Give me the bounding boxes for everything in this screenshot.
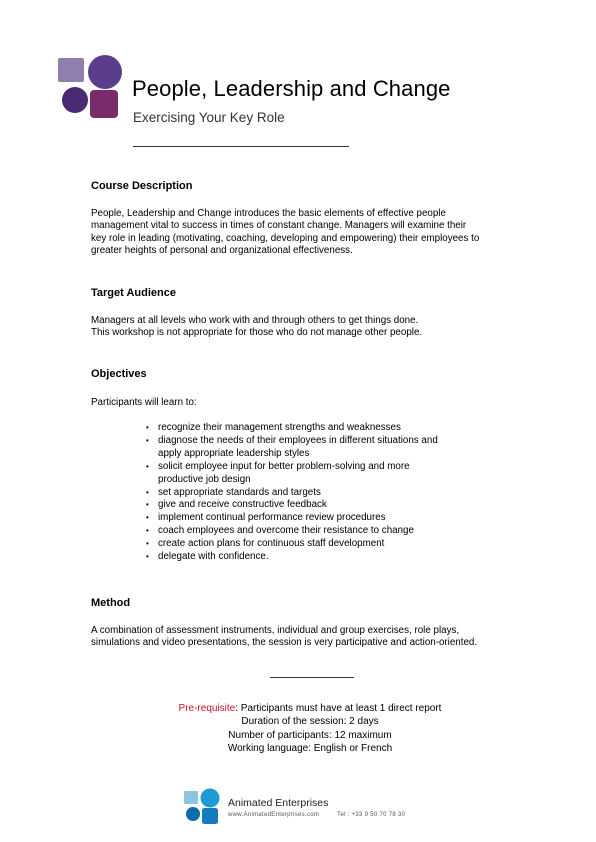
list-item <box>146 525 438 538</box>
page-subtitle: Exercising Your Key Role <box>133 110 285 125</box>
language-line: Working language: English or French <box>227 743 393 755</box>
logo-circle-small <box>62 87 88 113</box>
logo-square-light <box>58 58 84 82</box>
objectives-list <box>146 422 438 564</box>
course-description-heading: Course Description <box>91 180 193 192</box>
list-item-text: • diagnose the needs of their employees in different situations and <box>158 434 438 446</box>
list-item-text: • set appropriate standards and targets <box>158 486 321 498</box>
title-divider <box>133 146 349 147</box>
list-item-text: • recognize their management strengths and weaknesses <box>158 422 401 433</box>
list-item <box>146 551 438 564</box>
text-line: A combination of assessment instruments, individual and group exercises, role plays, <box>91 625 460 636</box>
list-item-text: apply appropriate leadership styles <box>158 447 310 459</box>
section-divider <box>270 677 354 678</box>
target-audience-heading: Target Audience <box>91 287 176 299</box>
footer-logo <box>183 788 221 826</box>
target-audience-text <box>91 315 541 340</box>
text-line: Participants will learn to: <box>91 397 197 408</box>
footer-logo-square-dark <box>202 808 218 824</box>
list-item <box>146 499 438 512</box>
text-line: management vital to success in times of constant change. Managers will examine their <box>91 220 467 232</box>
company-phone: Tel : +33 9 50 70 78 30 <box>337 812 406 818</box>
logo-square-dark <box>90 90 118 118</box>
list-item-text: • give and receive constructive feedback <box>158 499 327 511</box>
list-item <box>146 512 438 525</box>
method-heading: Method <box>91 597 131 609</box>
text-line: People, Leadership and Change introduces the basic elements of effective people <box>91 208 446 219</box>
footer-logo-square-light <box>184 791 198 804</box>
list-item-text: • create action plans for continuous staff development <box>158 538 385 550</box>
method-text <box>91 625 541 650</box>
list-item <box>146 538 438 551</box>
prerequisite-text: : Participants must have at least 1 direct report <box>235 703 442 714</box>
list-item-text: • solicit employee input for better problem-solving and more <box>158 460 410 472</box>
prerequisite-line <box>96 702 524 715</box>
footer-logo-circle-large <box>201 789 220 808</box>
page-title: People, Leadership and Change <box>132 76 451 101</box>
duration-line: Duration of the session: 2 days <box>241 716 379 728</box>
session-info <box>96 702 524 756</box>
list-item <box>146 435 438 461</box>
prerequisite-label: Pre-requisite <box>178 703 236 714</box>
objectives-intro <box>91 397 541 409</box>
list-item-text: productive job design <box>158 473 251 485</box>
text-line: greater heights of personal and organizational effectiveness. <box>91 245 353 257</box>
text-line: key role in leading (motivating, coaching, developing and empowering) their employees to <box>91 232 480 244</box>
company-logo <box>56 53 126 123</box>
participants-line: Number of participants: 12 maximum <box>228 729 392 741</box>
course-description-text <box>91 208 541 258</box>
text-line: simulations and video presentations, the session is very participative and action-oriented. <box>91 637 478 649</box>
text-line: This workshop is not appropriate for those who do not manage other people. <box>91 327 423 339</box>
objectives-heading: Objectives <box>91 368 147 380</box>
text-line: Managers at all levels who work with and through others to get things done. <box>91 315 419 326</box>
footer-logo-circle-small <box>186 807 200 821</box>
logo-circle-large <box>88 55 122 89</box>
company-contact <box>228 812 405 818</box>
company-name: Animated Enterprises <box>228 797 329 809</box>
list-item <box>146 487 438 500</box>
list-item-text: • delegate with confidence. <box>158 551 269 563</box>
list-item <box>146 422 438 435</box>
list-item <box>146 461 438 487</box>
list-item-text: • coach employees and overcome their resistance to change <box>158 525 414 537</box>
company-website: www.AnimatedEnterprises.com <box>228 812 320 818</box>
list-item-text: • implement continual performance review procedures <box>158 512 386 524</box>
